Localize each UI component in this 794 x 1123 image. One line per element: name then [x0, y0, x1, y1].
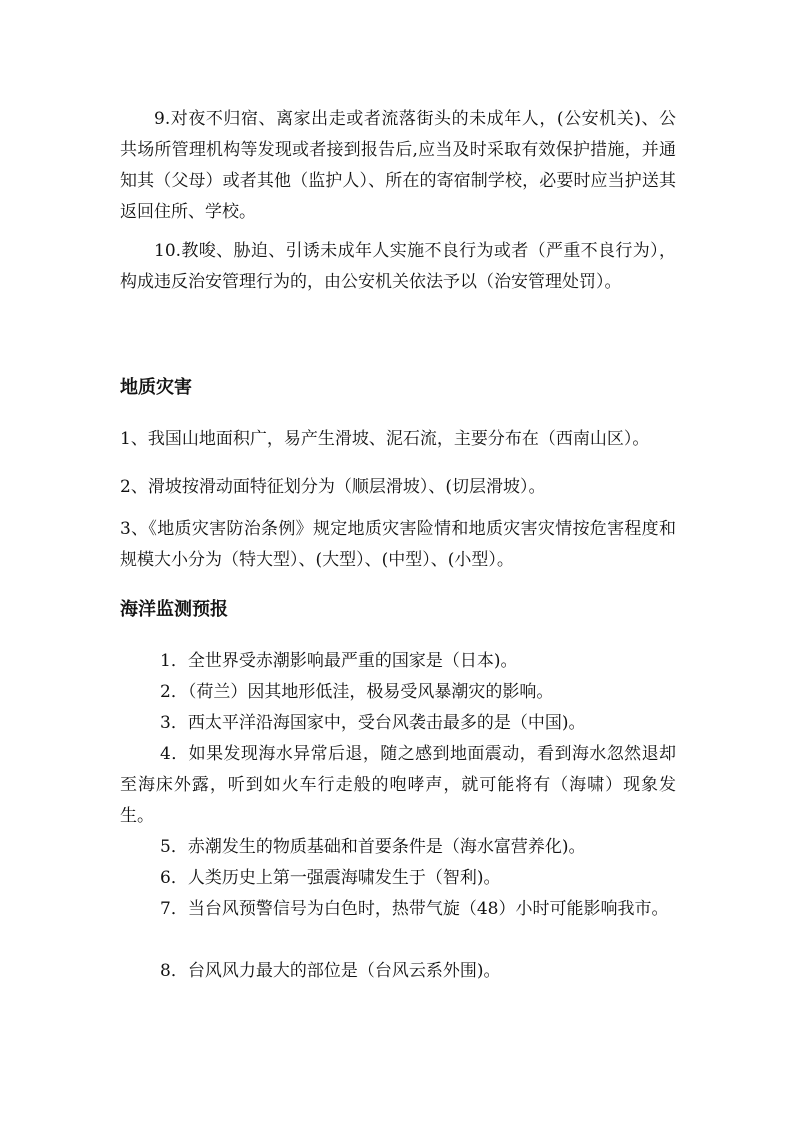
- ocean-item-7: 7．当台风预警信号为白色时，热带气旋（48）小时可能影响我市。: [160, 899, 669, 919]
- geology-item-2: 2、滑坡按滑动面特征划分为（顺层滑坡）、(切层滑坡）。: [120, 477, 546, 497]
- minors-item-9: 9.对夜不归宿、离家出走或者流落街头的未成年人，(公安机关)、公共场所管理机构等发现或者接到报告后,应当及时采取有效保护措施，并通知其（父母）或者其他（监护人）、所在的寄宿制学校，必要时应当护送其返回住所、学校。: [120, 109, 676, 222]
- ocean-heading: 海洋监测预报: [120, 599, 228, 620]
- ocean-item-4: 4．如果发现海水异常后退，随之感到地面震动，看到海水忽然退却至海床外露，听到如火车行走般的咆哮声，就可能将有（海啸）现象发生。: [120, 744, 676, 826]
- geology-heading: 地质灾害: [120, 377, 192, 398]
- ocean-item-8: 8．台风风力最大的部位是（台风云系外围)。: [160, 961, 501, 981]
- ocean-item-1: 1．全世界受赤潮影响最严重的国家是（日本)。: [160, 651, 518, 671]
- minors-item-10: 10.教唆、胁迫、引诱未成年人实施不良行为或者（严重不良行为），构成违反治安管理行为的，由公安机关依法予以（治安管理处罚）。: [120, 241, 676, 292]
- ocean-item-3: 3．西太平洋沿海国家中，受台风袭击最多的是（中国)。: [160, 713, 586, 733]
- ocean-item-5: 5．赤潮发生的物质基础和首要条件是（海水富营养化)。: [160, 837, 586, 857]
- geology-item-1: 1、我国山地面积广，易产生滑坡、泥石流，主要分布在（西南山区）。: [120, 429, 650, 449]
- geology-item-3: 3、《地质灾害防治条例》规定地质灾害险情和地质灾害灾情按危害程度和规模大小分为（特大型）、(大型）、(中型）、(小型）。: [120, 519, 676, 570]
- ocean-item-6: 6．人类历史上第一强震海啸发生于（智利)。: [160, 868, 501, 888]
- ocean-item-2: 2．（荷兰）因其地形低洼，极易受风暴潮灾的影响。: [160, 682, 554, 702]
